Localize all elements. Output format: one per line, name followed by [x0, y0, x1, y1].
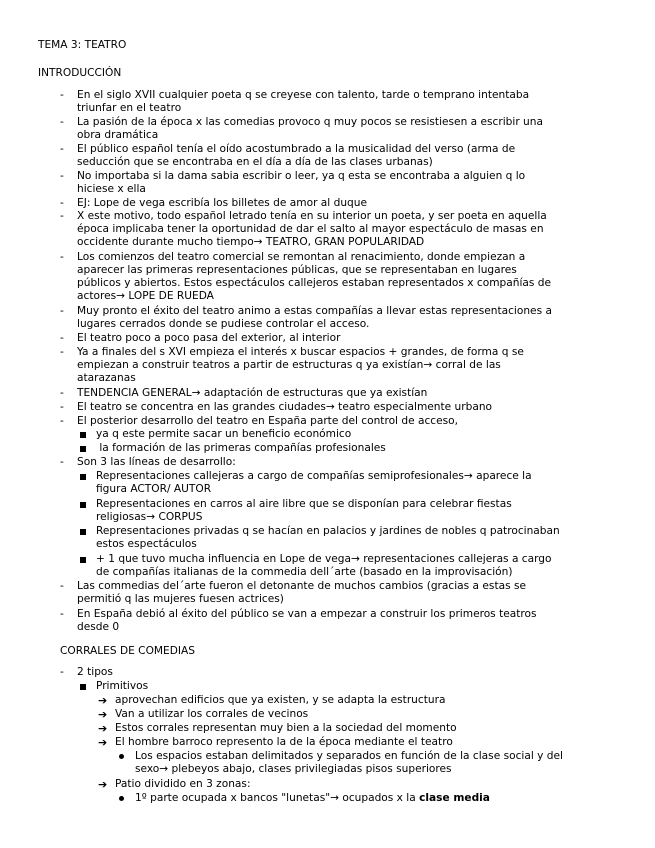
list-item-line: permitió q las mujeres fuesen actrices): [77, 593, 284, 605]
dash-bullet: -: [60, 332, 64, 344]
dash-bullet: -: [60, 346, 64, 358]
arrow-item-line: aprovechan edificios que ya existen, y se adapta la estructura: [115, 694, 446, 706]
list-item-line: Los comienzos del teatro comercial se remontan al renacimiento, donde empiezan a: [77, 251, 526, 263]
dot-item-line: [135, 792, 490, 805]
list-item-line: Muy pronto el éxito del teatro animo a estas compañías a llevar estas representaciones a: [77, 305, 552, 317]
sub-item-line: la formación de las primeras compañías profesionales: [96, 442, 386, 454]
dash-bullet: -: [60, 143, 64, 155]
sub-item-line: ya q este permite sacar un beneficio económico: [96, 428, 352, 440]
arrow-bullet-icon: ➔: [98, 778, 108, 791]
dash-bullet: -: [60, 456, 64, 468]
list-item-line: empiezan a construir teatros a partir de estructuras q ya existían→ corral de las: [77, 359, 501, 371]
list-item-line: El teatro poco a poco pasa del exterior, al interior: [77, 332, 341, 344]
list-item-line: En el siglo XVII cualquier poeta q se creyese con talento, tarde o temprano intentaba: [77, 89, 530, 101]
arrow-bullet-icon: ➔: [98, 694, 108, 707]
arrow-item-line: Estos corrales representan muy bien a la sociedad del momento: [115, 722, 457, 734]
arrow-bullet-icon: ➔: [98, 736, 108, 749]
dash-bullet: -: [60, 305, 64, 317]
square-bullet-icon: [80, 684, 86, 690]
dash-bullet: -: [60, 387, 64, 399]
list-item-line: públicos y abiertos. Estos espectáculos callejeros estaban representados x compañías de: [77, 277, 552, 289]
dash-bullet: -: [60, 666, 64, 678]
square-bullet-icon: [80, 557, 86, 563]
square-bullet-icon: [80, 432, 86, 438]
sub-item-line: estos espectáculos: [96, 538, 197, 550]
arrow-item-line: Patio dividido en 3 zonas:: [115, 778, 251, 790]
list-item-line: aparecer las primeras representaciones públicas, que se representaban en lugares: [77, 264, 517, 276]
intro-heading: INTRODUCCIÓN: [38, 67, 122, 79]
list-item-line: El teatro se concentra en las grandes ciudades→ teatro especialmente urbano: [77, 401, 493, 413]
list-item-line: atarazanas: [77, 372, 136, 384]
list-item-line: época implicaba tener la oportunidad de dar el salto al mayor espectáculo de masas en: [77, 223, 544, 235]
dash-bullet: -: [60, 580, 64, 592]
list-item-line: lugares cerrados donde se pudiese controlar el acceso.: [77, 318, 370, 330]
square-bullet-icon: [80, 529, 86, 535]
dot-bullet-icon: [119, 796, 124, 801]
list-item-line: TENDENCIA GENERAL→ adaptación de estructuras que ya existían: [77, 387, 428, 399]
list-item-line: triunfar en el teatro: [77, 102, 182, 114]
list-item-line: El posterior desarrollo del teatro en España parte del control de acceso,: [77, 415, 458, 427]
sub-item-line: Representaciones callejeras a cargo de compañías semiprofesionales→ aparece la: [96, 470, 532, 482]
sub-item-line: de compañías italianas de la commedia dell´arte (basado en la improvisación): [96, 566, 513, 578]
sub-item-line: + 1 que tuvo mucha influencia en Lope de vega→ representaciones callejeras a cargo: [96, 553, 552, 565]
dash-bullet: -: [60, 170, 64, 182]
dash-bullet: -: [60, 415, 64, 427]
dot-item-line: Los espacios estaban delimitados y separados en función de la clase social y del: [135, 750, 563, 762]
arrow-item-line: El hombre barroco represento la de la época mediante el teatro: [115, 736, 453, 748]
list-item-line: actores→ LOPE DE RUEDA: [77, 290, 214, 302]
sub-item-line: religiosas→ CORPUS: [96, 511, 203, 523]
list-item-line: El público español tenía el oído acostumbrado a la musicalidad del verso (arma de: [77, 143, 516, 155]
dash-bullet: -: [60, 608, 64, 620]
square-bullet-icon: [80, 446, 86, 452]
list-item-line: EJ: Lope de vega escribía los billetes de amor al duque: [77, 197, 367, 209]
sub-item-line: figura ACTOR/ AUTOR: [96, 483, 212, 495]
sub-item-line: Primitivos: [96, 680, 149, 692]
list-item-line: En España debió al éxito del público se van a empezar a construir los primeros teatros: [77, 608, 537, 620]
arrow-item-line: Van a utilizar los corrales de vecinos: [115, 708, 309, 720]
square-bullet-icon: [80, 502, 86, 508]
square-bullet-icon: [80, 474, 86, 480]
corrales-heading: CORRALES DE COMEDIAS: [60, 645, 196, 657]
list-item-line: 2 tipos: [77, 666, 113, 678]
dash-bullet: -: [60, 116, 64, 128]
dot-item-line: sexo→ plebeyos abajo, clases privilegiadas pisos superiores: [135, 763, 452, 775]
dash-bullet: -: [60, 401, 64, 413]
sub-item-line: Representaciones en carros al aire libre que se disponían para celebrar fiestas: [96, 498, 512, 510]
arrow-bullet-icon: ➔: [98, 722, 108, 735]
list-item-line: occidente durante mucho tiempo→ TEATRO, GRAN POPULARIDAD: [77, 236, 425, 248]
dot-item-text: 1º parte ocupada x bancos "lunetas"→ ocupados x la: [135, 792, 420, 804]
list-item-line: hiciese x ella: [77, 183, 146, 195]
dash-bullet: -: [60, 251, 64, 263]
list-item-line: Son 3 las líneas de desarrollo:: [77, 456, 236, 468]
list-item-line: desde 0: [77, 621, 120, 633]
list-item-line: La pasión de la época x las comedias provoco q muy pocos se resistiesen a escribir una: [77, 116, 543, 128]
dash-bullet: -: [60, 210, 64, 222]
list-item-line: No importaba si la dama sabia escribir o leer, ya q esta se encontraba a alguien q lo: [77, 170, 526, 182]
dash-bullet: -: [60, 89, 64, 101]
dash-bullet: -: [60, 197, 64, 209]
list-item-line: X este motivo, todo español letrado tenía en su interior un poeta, y ser poeta en aquella: [77, 210, 547, 222]
bold-text: clase media: [419, 792, 490, 804]
list-item-line: obra dramática: [77, 129, 159, 141]
sub-item-line: Representaciones privadas q se hacían en palacios y jardines de nobles q patrocinaban: [96, 525, 560, 537]
doc-title: TEMA 3: TEATRO: [38, 39, 127, 51]
arrow-bullet-icon: ➔: [98, 708, 108, 721]
list-item-line: Las commedias del´arte fueron el detonante de muchos cambios (gracias a estas se: [77, 580, 527, 592]
list-item-line: seducción que se encontraba en el día a día de las clases urbanas): [77, 156, 433, 168]
dot-bullet-icon: [119, 754, 124, 759]
list-item-line: Ya a finales del s XVI empieza el interés x buscar espacios + grandes, de forma q se: [77, 346, 524, 358]
